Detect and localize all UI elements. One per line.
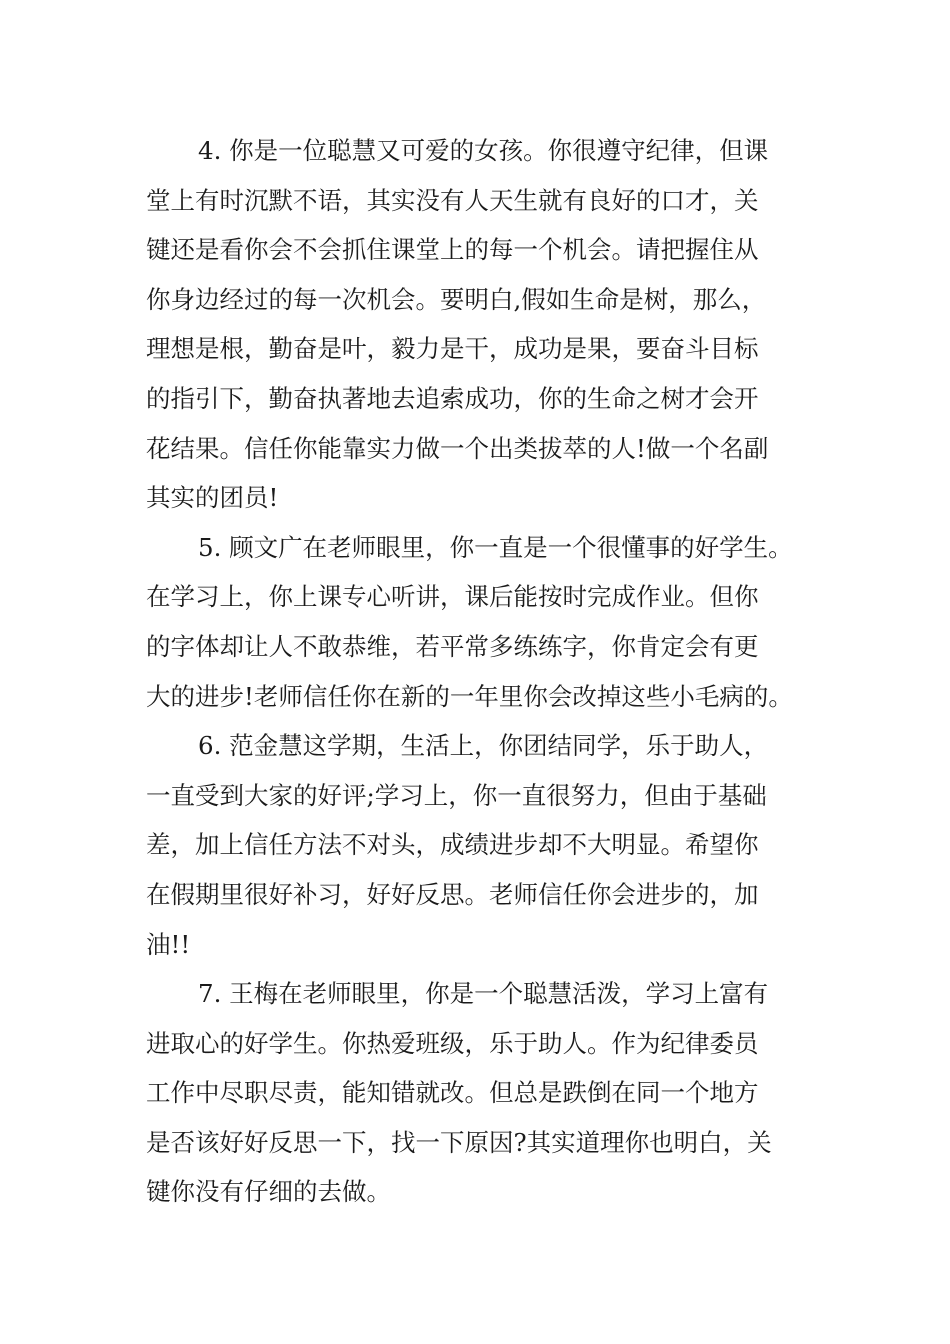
paragraph-6 [146,721,826,969]
text-line: 油!! [146,929,191,959]
text-line: 理想是根，勤奋是叶，毅力是干，成功是果，要奋斗目标 [146,334,759,364]
text-line: 在学习上，你上课专心听讲，课后能按时完成作业。但你 [146,582,759,612]
text-line: 是否该好好反思一下，找一下原因?其实道理你也明白，关 [146,1127,772,1157]
paragraph-5 [146,523,826,721]
text-line: 大的进步!老师信任你在新的一年里你会改掉这些小毛病的。 [146,681,793,711]
text-line: 键还是看你会不会抓住课堂上的每一个机会。请把握住从 [146,235,759,265]
text-line: 4. 你是一位聪慧又可爱的女孩。你很遵守纪律，但课 [198,136,769,165]
text-line: 你身边经过的每一次机会。要明白,假如生命是树，那么， [146,284,767,314]
text-line: 堂上有时沉默不语，其实没有人天生就有良好的口才，关 [146,185,759,215]
document-body [146,126,826,1217]
text-line: 的字体却让人不敢恭维，若平常多练练字，你肯定会有更 [146,631,759,661]
text-line: 工作中尽职尽责，能知错就改。但总是跌倒在同一个地方 [146,1078,759,1108]
text-line: 5. 顾文广在老师眼里，你一直是一个很懂事的好学生。 [198,532,793,562]
text-line: 进取心的好学生。你热爱班级，乐于助人。作为纪律委员 [146,1028,759,1058]
paragraph-4 [146,126,826,523]
text-line: 的指引下，勤奋执著地去追索成功，你的生命之树才会开 [146,383,759,413]
text-line: 一直受到大家的好评;学习上，你一直很努力，但由于基础 [146,780,767,810]
text-line: 差，加上信任方法不对头，成绩进步却不大明显。希望你 [146,830,759,860]
text-line: 键你没有仔细的去做。 [146,1177,391,1207]
paragraph-7 [146,969,826,1217]
text-line: 在假期里很好补习，好好反思。老师信任你会进步的，加 [146,879,759,909]
text-line: 7. 王梅在老师眼里，你是一个聪慧活泼，学习上富有 [198,979,769,1009]
text-line: 6. 范金慧这学期，生活上，你团结同学，乐于助人， [198,731,769,761]
text-line: 花结果。信任你能靠实力做一个出类拔萃的人!做一个名副 [146,433,769,463]
text-line: 其实的团员! [146,483,279,513]
